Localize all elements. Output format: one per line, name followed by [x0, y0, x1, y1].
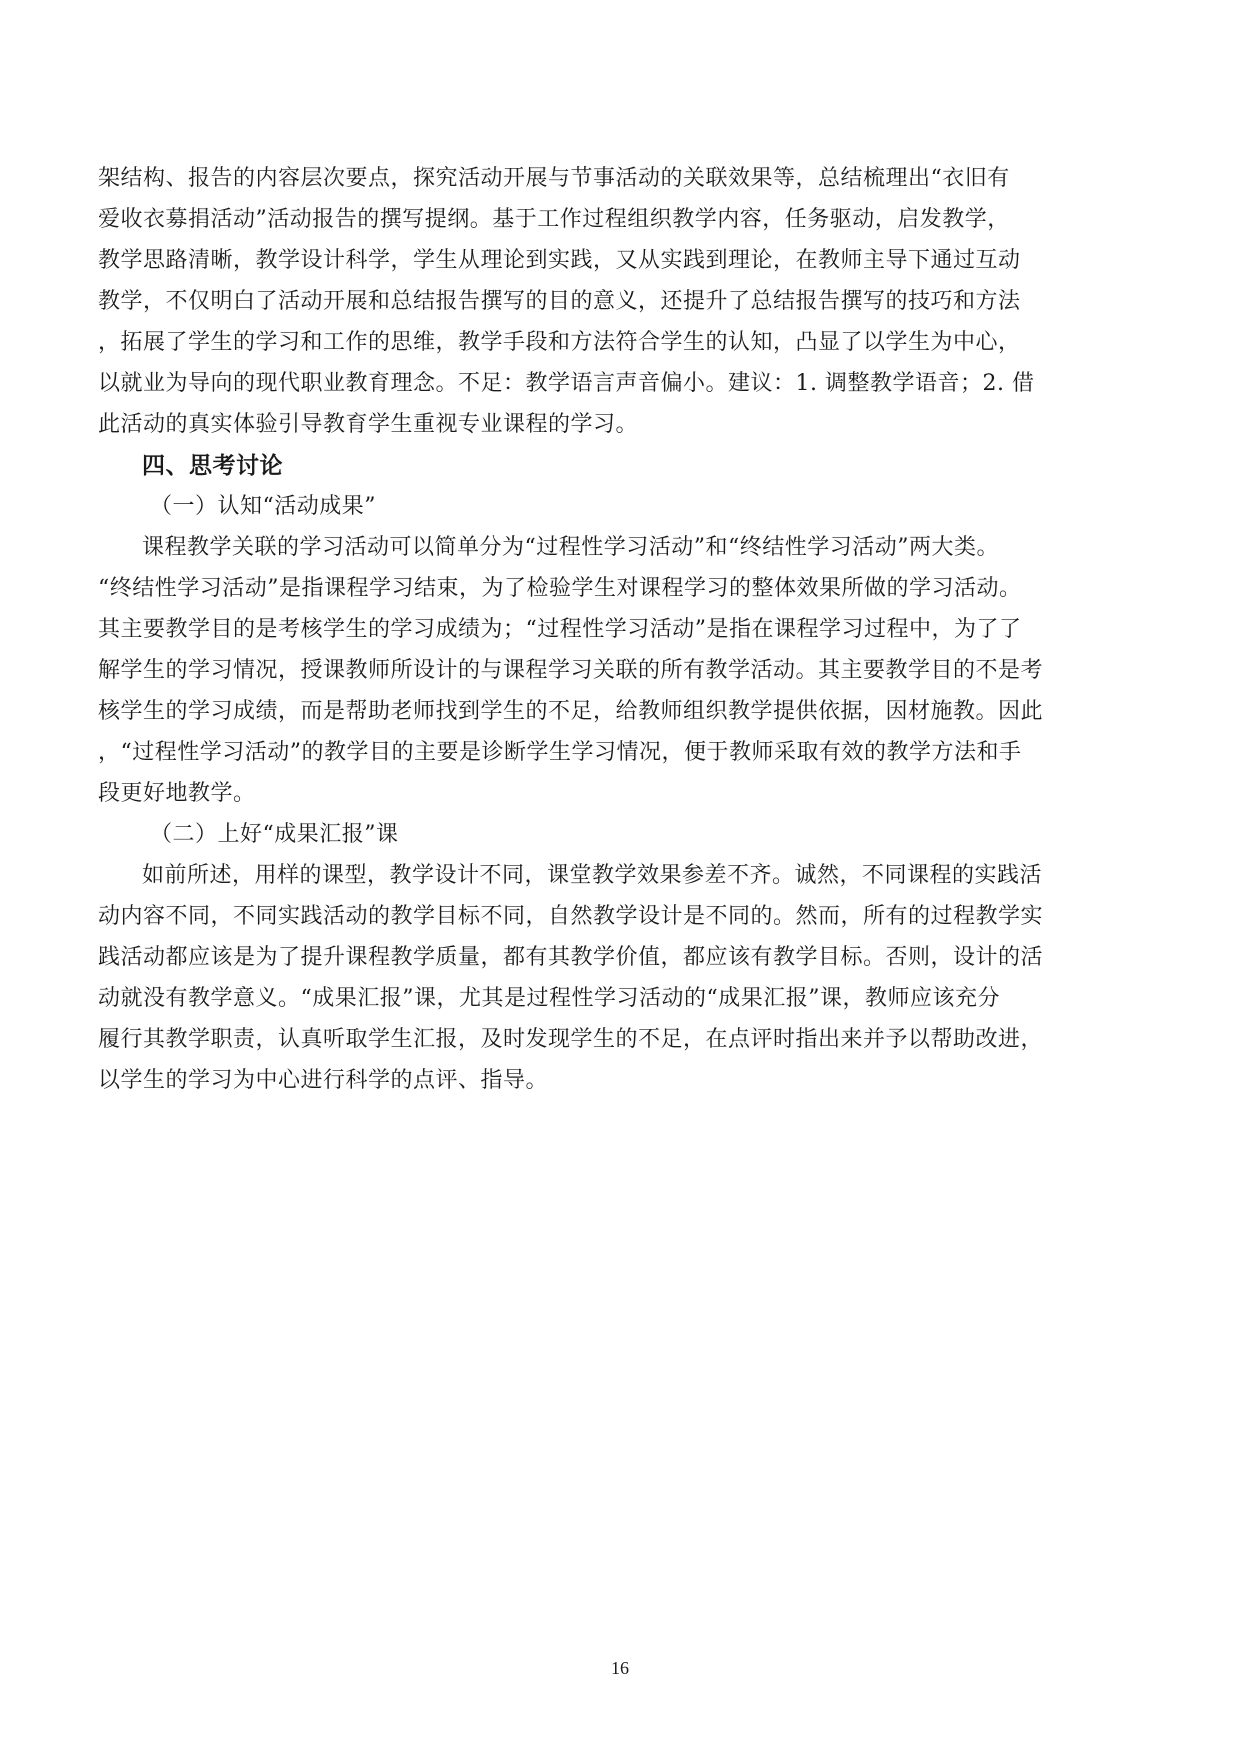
text-line: 其主要教学目的是考核学生的学习成绩为；“过程性学习活动”是指在课程学习过程中，为了了 [98, 617, 1022, 642]
text-line: 此活动的真实体验引导教育学生重视专业课程的学习。 [98, 412, 639, 437]
text-line: 履行其教学职责，认真听取学生汇报，及时发现学生的不足，在点评时指出来并予以帮助改进， [98, 1027, 1044, 1052]
text-line: 动就没有教学意义。“成果汇报”课，尤其是过程性学习活动的“成果汇报”课，教师应该充分 [98, 986, 1000, 1011]
subheading-activity-results: （一）认知“活动成果” [150, 494, 376, 519]
page-body [98, 158, 1148, 1101]
text-line: “终结性学习活动”是指课程学习结束，为了检验学生对课程学习的整体效果所做的学习活动。 [98, 576, 1022, 601]
text-line: 解学生的学习情况，授课教师所设计的与课程学习关联的所有教学活动。其主要教学目的不是考 [98, 658, 1044, 683]
text-line: 践活动都应该是为了提升课程教学质量，都有其教学价值，都应该有教学目标。否则，设计的活 [98, 945, 1044, 970]
paragraph-results-report [98, 855, 1148, 1101]
text-line: 架结构、报告的内容层次要点，探究活动开展与节事活动的关联效果等，总结梳理出“衣旧有 [98, 166, 1010, 191]
section-heading: 四、思考讨论 [142, 452, 283, 479]
text-line: 教学思路清晰，教学设计科学，学生从理论到实践，又从实践到理论，在教师主导下通过互动 [98, 248, 1021, 273]
text-line: ，“过程性学习活动”的教学目的主要是诊断学生学习情况，便于教师采取有效的教学方法和手 [98, 740, 1022, 765]
text-line: 以学生的学习为中心进行科学的点评、指导。 [98, 1068, 549, 1093]
paragraph-review [98, 158, 1148, 445]
paragraph-activity-results [98, 527, 1148, 814]
text-line: 课程教学关联的学习活动可以简单分为“过程性学习活动”和“终结性学习活动”两大类。 [142, 535, 999, 560]
text-line: 教学，不仅明白了活动开展和总结报告撰写的目的意义，还提升了总结报告撰写的技巧和方法 [98, 289, 1021, 314]
page-number: 16 [611, 1658, 629, 1678]
text-line: 以就业为导向的现代职业教育理念。不足：教学语言声音偏小。建议：1. 调整教学语音；2. 借 [98, 371, 1035, 396]
text-line: 核学生的学习成绩，而是帮助老师找到学生的不足，给教师组织教学提供依据，因材施教。因此 [98, 699, 1044, 724]
text-line: 段更好地教学。 [98, 781, 256, 806]
text-line: 爱收衣募捐活动”活动报告的撰写提纲。基于工作过程组织教学内容，任务驱动，启发教学， [98, 207, 1010, 232]
text-line: 动内容不同，不同实践活动的教学目标不同，自然教学设计是不同的。然而，所有的过程教学实 [98, 904, 1044, 929]
text-line: 如前所述，用样的课型，教学设计不同，课堂教学效果参差不齐。诚然，不同课程的实践活 [142, 863, 1043, 888]
subheading-results-report: （二）上好“成果汇报”课 [150, 822, 399, 847]
text-line: ，拓展了学生的学习和工作的思维，教学手段和方法符合学生的认知，凸显了以学生为中心， [98, 330, 1021, 355]
